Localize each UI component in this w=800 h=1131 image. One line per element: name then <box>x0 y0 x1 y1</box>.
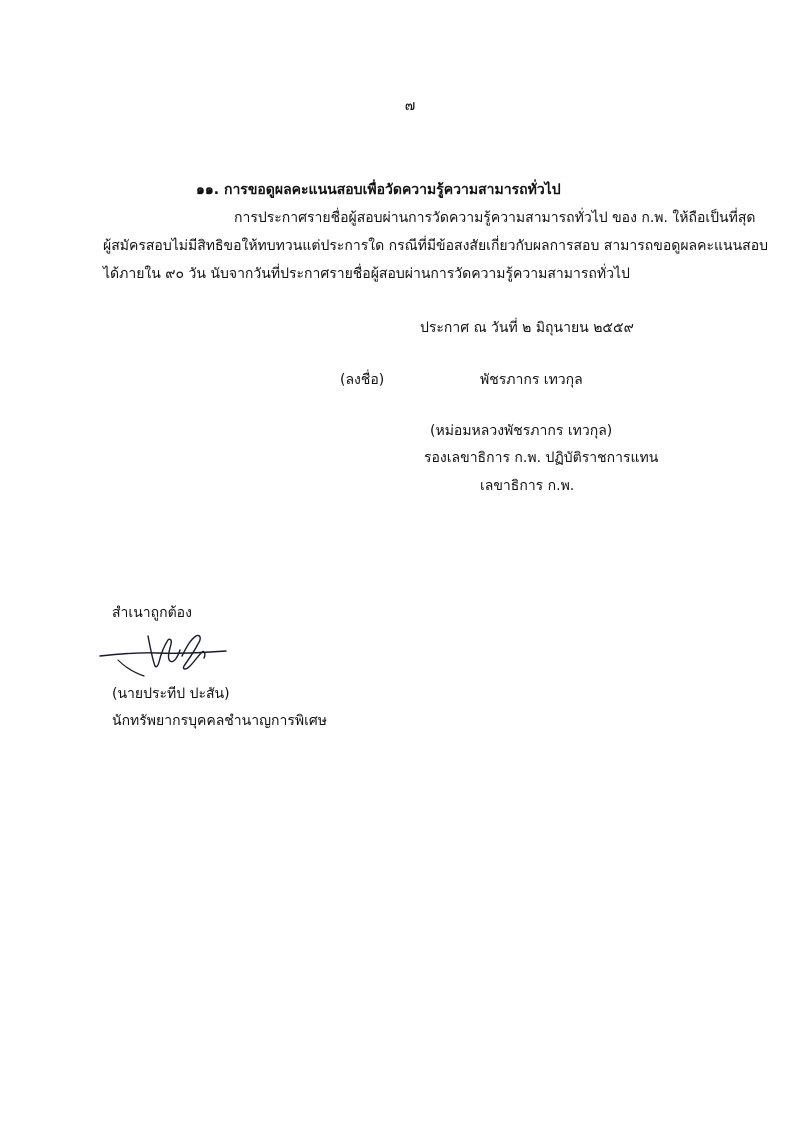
signer-name: พัชรภากร เทวกุล <box>480 372 583 388</box>
sign-label: (ลงชื่อ) <box>340 372 385 388</box>
paragraph-line: การประกาศรายชื่อผู้สอบผ่านการวัดความรู้ความสามารถทั่วไป ของ ก.พ. ให้ถือเป็นที่สุด <box>234 210 756 226</box>
handwritten-signature-icon <box>98 626 228 682</box>
certifier-name: (นายประทีป ปะสัน) <box>112 686 230 702</box>
paragraph-line: ผู้สมัครสอบไม่มีสิทธิขอให้ทบทวนแต่ประการใด กรณีที่มีข้อสงสัยเกี่ยวกับผลการสอบ สามารถขอดูผลคะแนนสอบ <box>103 238 769 254</box>
page-number: ๗ <box>404 98 416 114</box>
signer-full-name: (หม่อมหลวงพัชรภากร เทวกุล) <box>430 423 613 439</box>
paragraph-line: ได้ภายใน ๙๐ วัน นับจากวันที่ประกาศรายชื่อผู้สอบผ่านการวัดความรู้ความสามารถทั่วไป <box>103 266 630 282</box>
announcement-date: ประกาศ ณ วันที่ ๒ มิถุนายน ๒๕๕๙ <box>420 320 634 336</box>
signer-position: รองเลขาธิการ ก.พ. ปฏิบัติราชการแทน <box>424 450 659 466</box>
certified-copy-label: สำเนาถูกต้อง <box>112 605 192 621</box>
signer-position-secondary: เลขาธิการ ก.พ. <box>480 478 575 494</box>
section-heading: ๑๑. การขอดูผลคะแนนสอบเพื่อวัดความรู้ความสามารถทั่วไป <box>196 182 561 198</box>
certifier-position: นักทรัพยากรบุคคลชำนาญการพิเศษ <box>112 713 327 729</box>
